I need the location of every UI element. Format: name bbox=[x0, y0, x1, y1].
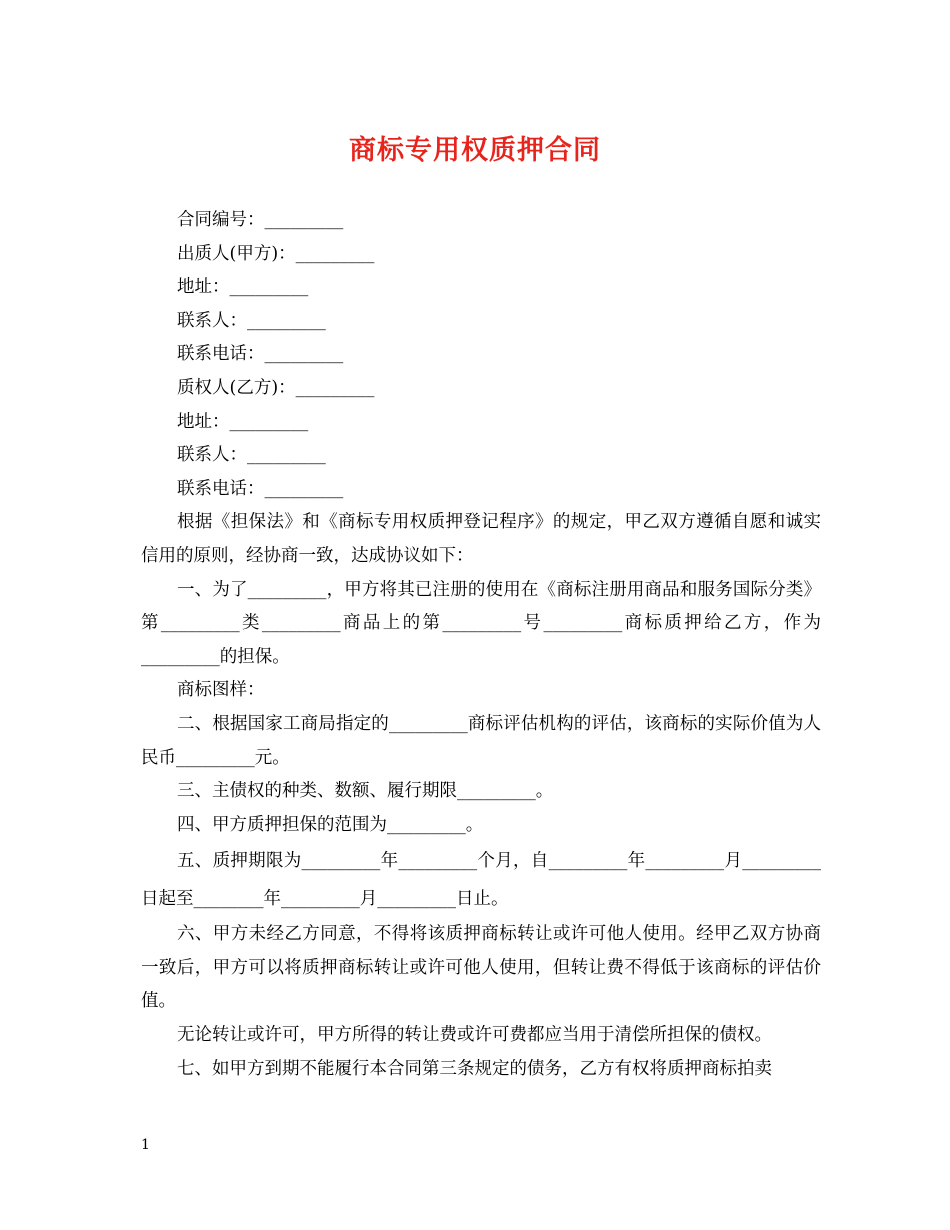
contract-body bbox=[141, 204, 821, 1086]
clause-4-paragraph: 四、甲方质押担保的范围为_________。 bbox=[177, 814, 484, 835]
clause-3-paragraph: 三、主债权的种类、数额、履行期限_________。 bbox=[177, 781, 554, 802]
clause-5-paragraph: 五、质押期限为_________年_________个月，自_________年_________月_________日起至________年_________月_________日止。 bbox=[141, 851, 821, 910]
contract-number-field: 合同编号：_________ bbox=[177, 210, 344, 230]
trademark-sample-label: 商标图样： bbox=[177, 680, 265, 701]
pledgee-phone-field: 联系电话：_________ bbox=[177, 478, 344, 499]
pledgee-field: 质权人(乙方)：_________ bbox=[177, 377, 375, 398]
pledgor-address-field: 地址：_________ bbox=[177, 277, 309, 298]
pledgor-phone-field: 联系电话：_________ bbox=[177, 344, 344, 365]
pledgor-field: 出质人(甲方)：_________ bbox=[177, 243, 375, 264]
page-number: 1 bbox=[141, 1137, 150, 1153]
contract-title: 商标专用权质押合同 bbox=[349, 135, 601, 166]
preamble-paragraph: 根据《担保法》和《商标专用权质押登记程序》的规定，甲乙双方遵循自愿和诚实信用的原则，经协商一致，达成协议如下： bbox=[141, 512, 821, 566]
clause-2-paragraph: 二、根据国家工商局指定的_________商标评估机构的评估，该商标的实际价值为人民币_________元。 bbox=[141, 713, 821, 768]
pledgee-contact-field: 联系人：_________ bbox=[177, 445, 326, 466]
pledgee-address-field: 地址：_________ bbox=[177, 411, 309, 432]
clause-7-paragraph: 七、如甲方到期不能履行本合同第三条规定的债务，乙方有权将质押商标拍卖 bbox=[177, 1058, 772, 1079]
clause-6-continuation-paragraph: 无论转让或许可，甲方所得的转让费或许可费都应当用于清偿所担保的债权。 bbox=[177, 1025, 772, 1046]
clause-6-paragraph: 六、甲方未经乙方同意，不得将该质押商标转让或许可他人使用。经甲乙双方协商一致后，甲方可以将质押商标转让或许可他人使用，但转让费不得低于该商标的评估价值。 bbox=[141, 924, 821, 1012]
clause-1-paragraph: 一、为了_________，甲方将其已注册的使用在《商标注册用商品和服务国际分类》第_________类_________商品上的第_________号_________商标质押给乙方，作为_________的担保。 bbox=[141, 579, 821, 667]
pledgor-contact-field: 联系人：_________ bbox=[177, 310, 326, 331]
